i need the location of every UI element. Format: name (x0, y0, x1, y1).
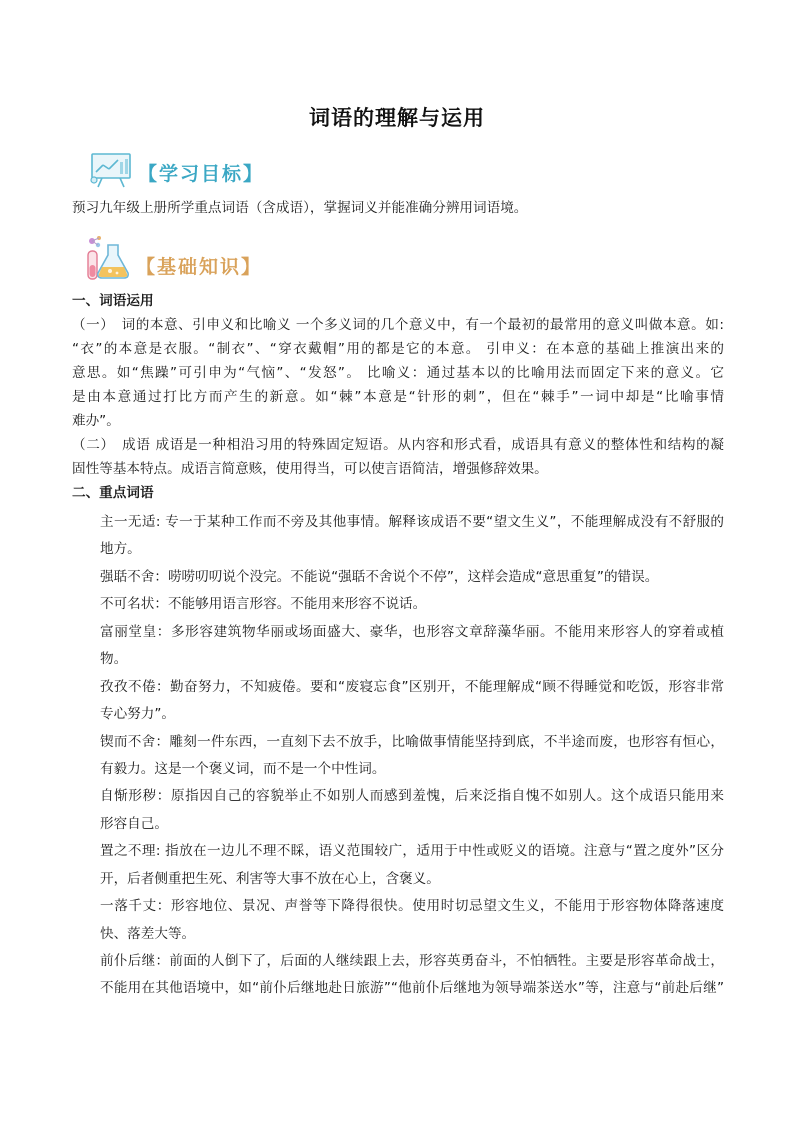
keyword-line: 开，后者侧重把生死、利害等大事不放在心上，含褒义。 (100, 870, 440, 887)
section-label-basics: 【基础知识】 (136, 256, 263, 278)
keyword-list (100, 509, 724, 1003)
part1-heading: 一、词语运用 (72, 293, 154, 309)
section-header-basics (84, 235, 262, 281)
chemistry-flask-icon (84, 235, 132, 281)
page-title: 词语的理解与运用 (309, 106, 485, 130)
section-header-goals (88, 150, 264, 188)
paragraph-line: 意思。如“焦躁”可引申为“气恼”、“发怒”。 比喻义：通过基本以的比喻用法而固定下来的意义。它 (72, 365, 724, 381)
paragraph-line: （一） 词的本意、引申义和比喻义 一个多义词的几个意义中，有一个最初的最常用的意义叫做本意。如: (72, 317, 724, 333)
keyword-line: 富丽堂皇：多形容建筑物华丽或场面盛大、豪华，也形容文章辞藻华丽。不能用来形容人的穿着或植 (100, 623, 724, 640)
paragraph-line: 固性等基本特点。成语言简意赅，使用得当，可以使言语简洁，增强修辞效果。 (72, 461, 548, 477)
keyword-line: 孜孜不倦：勤奋努力，不知疲倦。要和“废寝忘食”区别开，不能理解成“顾不得睡觉和吃饭，形容非常 (100, 678, 724, 695)
teacher-board-icon (88, 150, 134, 188)
part1-block (72, 289, 724, 505)
keyword-line: 专心努力”。 (100, 706, 176, 723)
keyword-line: 不能用在其他语境中，如“前仆后继地赴日旅游”“他前仆后继地为领导端茶送水”等，注意与“前赴后继” (100, 980, 724, 997)
section-label-goals: 【学习目标】 (138, 163, 265, 185)
paragraph-line: “衣”的本意是衣服。“制衣”、“穿衣戴帽”用的都是它的本意。 引申义：在本意的基础上推演出来的 (72, 341, 724, 357)
keyword-line: 一落千丈：形容地位、景况、声誉等下降得很快。使用时切忌望文生义，不能用于形容物体降落速度 (100, 898, 724, 915)
keyword-line: 有毅力。这是一个褒义词，而不是一个中性词。 (100, 760, 386, 777)
keyword-line: 不可名状：不能够用语言形容。不能用来形容不说话。 (100, 596, 427, 613)
keyword-line: 前仆后继：前面的人倒下了，后面的人继续跟上去，形容英勇奋斗，不怕牺牲。主要是形容革命战士， (100, 953, 724, 969)
part2-heading: 二、重点词语 (72, 485, 154, 501)
keyword-line: 快、落差大等。 (100, 925, 196, 942)
paragraph-line: 难办”。 (72, 413, 120, 429)
paragraph-line: 是由本意通过打比方而产生的新意。如“棘”本意是“针形的刺”，但在“棘手”一词中却是“比喻事情 (72, 389, 724, 405)
keyword-line: 形容自己。 (100, 815, 168, 832)
keyword-line: 锲而不舍：雕刻一件东西，一直刻下去不放手，比喻做事情能坚持到底，不半途而废，也形容有恒心， (100, 733, 724, 750)
goal-paragraph (72, 196, 724, 220)
keyword-line: 物。 (100, 651, 128, 668)
keyword-line: 自惭形秽：原指因自己的容貌举止不如别人而感到羞愧，后来泛指自愧不如别人。这个成语只能用来 (100, 788, 724, 805)
goal-line: 预习九年级上册所学重点词语（含成语），掌握词义并能准确分辨用词语境。 (72, 200, 528, 216)
paragraph-line: （二） 成语 成语是一种相沿习用的特殊固定短语。从内容和形式看，成语具有意义的整体性和结构的凝 (72, 437, 724, 453)
keyword-line: 置之不理: 指放在一边儿不理不睬，语义范围较广，适用于中性或贬义的语境。注意与“置之度外”区分 (100, 843, 724, 860)
keyword-line: 地方。 (100, 541, 141, 558)
keyword-line: 强聒不舍：唠唠叨叨说个没完。不能说“强聒不舍说个不停”，这样会造成“意思重复”的错误。 (100, 568, 659, 585)
keyword-line: 主一无适: 专一于某种工作而不旁及其他事情。解释该成语不要“望文生义”，不能理解成没有不舒服的 (100, 514, 724, 530)
